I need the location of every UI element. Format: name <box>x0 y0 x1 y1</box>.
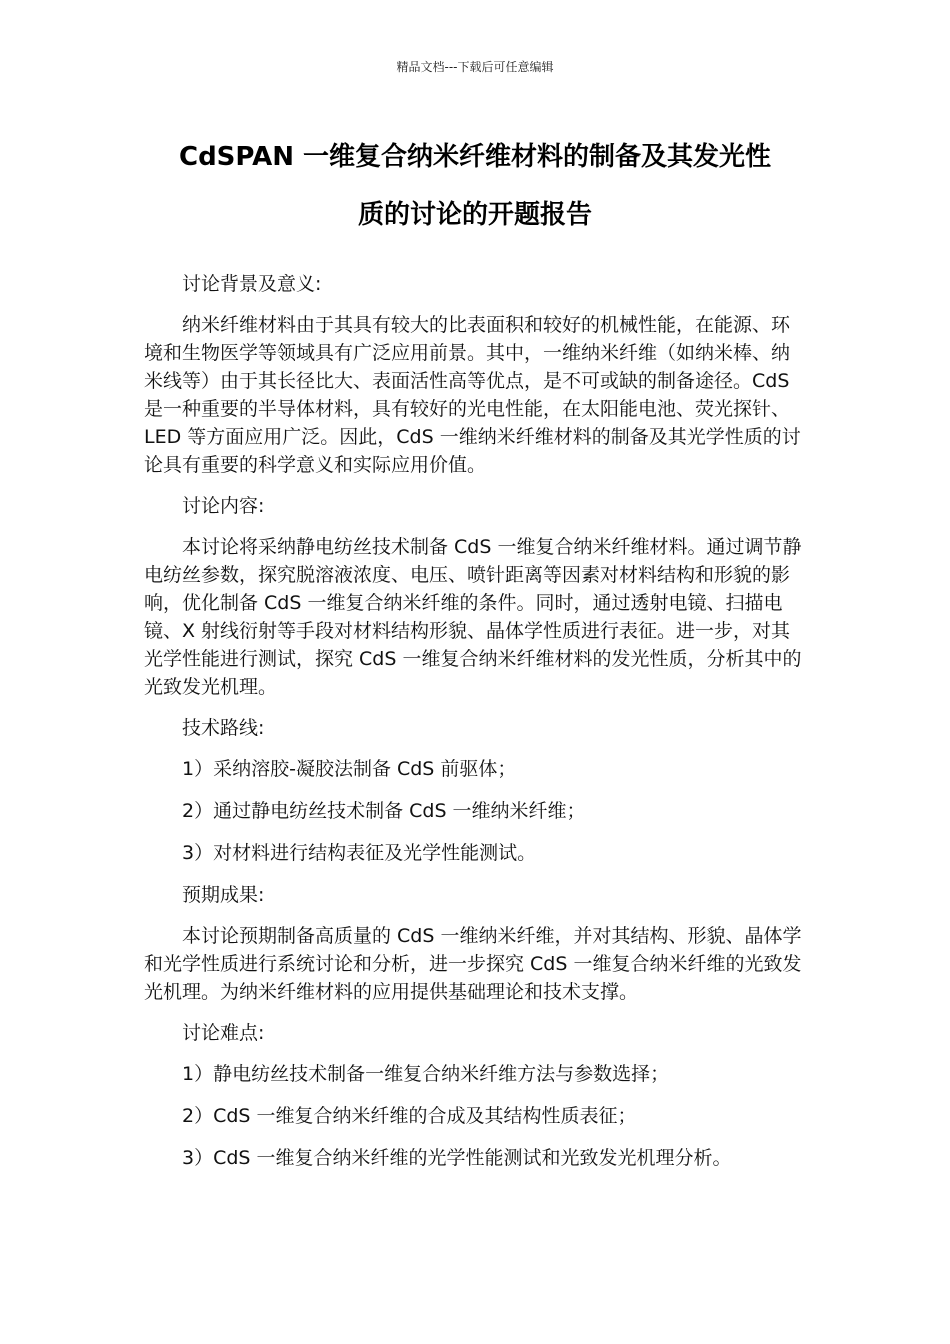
section-heading-content: 讨论内容: <box>182 495 265 517</box>
section-heading-background: 讨论背景及意义: <box>182 273 322 295</box>
document-title <box>145 128 805 244</box>
section-heading-route: 技术路线: <box>182 717 265 739</box>
route-item-2: 2）通过静电纺丝技术制备 CdS 一维纳米纤维； <box>182 800 586 822</box>
difficulty-item-3: 3）CdS 一维复合纳米纤维的光学性能测试和光致发光机理分析。 <box>182 1147 732 1169</box>
paragraph-content: 本讨论将采纳静电纺丝技术制备 CdS 一维复合纳米纤维材料。通过调节静电纺丝参数，探究脱溶液浓度、电压、喷针距离等因素对材料结构和形貌的影响，优化制备 CdS 一维复合纳米纤维的条件。同时，通过透射电镜、扫描电镜、X 射线衍射等手段对材料结构形貌、晶体学性质进行表征。进一步，对其光学性能进行测试，探究 CdS 一维复合纳米纤维材料的发光性质，分析其中的光致发光机理。 <box>144 536 802 698</box>
document-body <box>144 270 806 1186</box>
difficulty-item-1: 1）静电纺丝技术制备一维复合纳米纤维方法与参数选择； <box>182 1063 670 1085</box>
paragraph-results: 本讨论预期制备高质量的 CdS 一维纳米纤维，并对其结构、形貌、晶体学和光学性质进行系统讨论和分析，进一步探究 CdS 一维复合纳米纤维的光致发光机理。为纳米纤维材料的应用提供基础理论和技术支撑。 <box>144 925 802 1003</box>
section-heading-results: 预期成果: <box>182 884 265 906</box>
difficulty-item-2: 2）CdS 一维复合纳米纤维的合成及其结构性质表征； <box>182 1105 637 1127</box>
paragraph-background: 纳米纤维材料由于其具有较大的比表面积和较好的机械性能，在能源、环境和生物医学等领域具有广泛应用前景。其中，一维纳米纤维（如纳米棒、纳米线等）由于其长径比大、表面活性高等优点，是不可或缺的制备途径。CdS 是一种重要的半导体材料，具有较好的光电性能，在太阳能电池、荧光探针、LED 等方面应用广泛。因此，CdS 一维纳米纤维材料的制备及其光学性质的讨论具有重要的科学意义和实际应用价值。 <box>144 314 801 476</box>
title-line-2: 质的讨论的开题报告 <box>357 200 592 230</box>
title-line-1: CdSPAN 一维复合纳米纤维材料的制备及其发光性 <box>178 142 772 172</box>
section-heading-difficulties: 讨论难点: <box>182 1022 265 1044</box>
route-item-1: 1）采纳溶胶-凝胶法制备 CdS 前驱体； <box>182 758 517 780</box>
route-item-3: 3）对材料进行结构表征及光学性能测试。 <box>182 842 537 864</box>
header-note: 精品文档---下载后可任意编辑 <box>396 60 554 74</box>
